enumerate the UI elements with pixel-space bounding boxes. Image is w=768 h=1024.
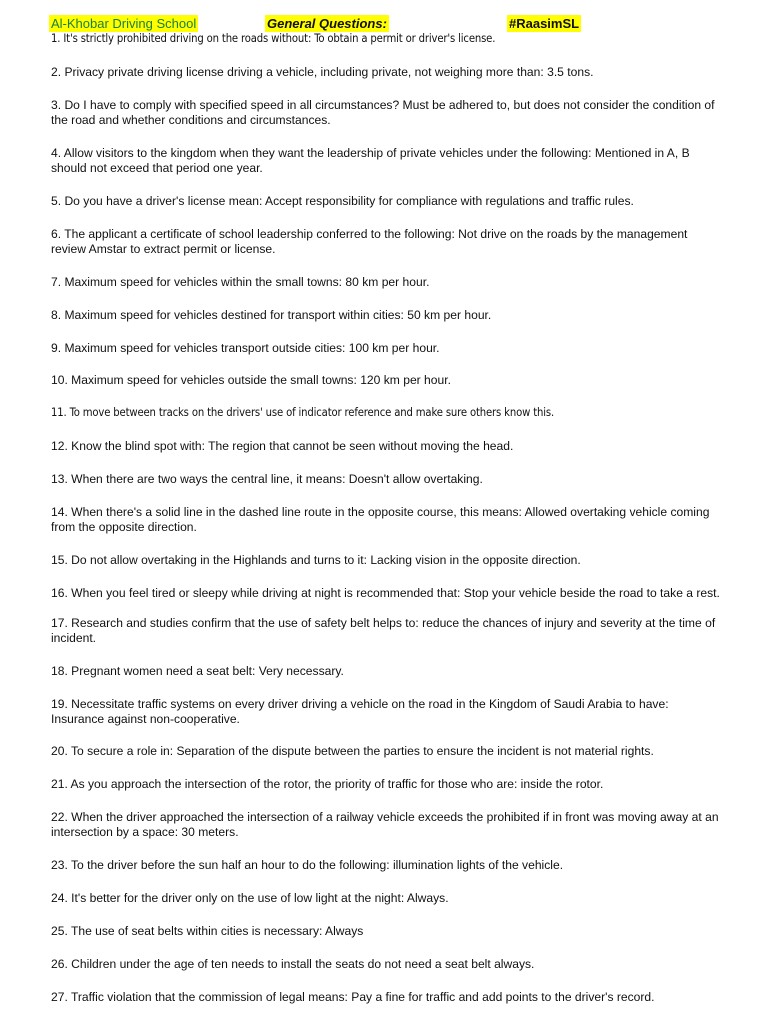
question-13: 13. When there are two ways the central line, it means: Doesn't allow overtaking. [51,472,483,486]
question-22: 22. When the driver approached the intersection of a railway vehicle exceeds the prohibited if in front was moving away at an intersection by a space: 30 meters. [51,810,719,839]
question-9: 9. Maximum speed for vehicles transport outside cities: 100 km per hour. [51,341,440,355]
question-14: 14. When there's a solid line in the dashed line route in the opposite course, this means: Allowed overtaking vehicle coming from the opposite direction. [51,505,710,534]
question-17: 17. Research and studies confirm that the use of safety belt helps to: reduce the chances of injury and severity at the time of incident. [51,616,716,645]
question-25: 25. The use of seat belts within cities is necessary: Always [51,924,364,938]
question-4: 4. Allow visitors to the kingdom when they want the leadership of private vehicles under the following: Mentioned in A, B should not exceed that period one year. [51,146,690,175]
question-6: 6. The applicant a certificate of school leadership conferred to the following: Not drive on the roads by the management review Amstar to extract permit or license. [51,227,688,256]
question-15: 15. Do not allow overtaking in the Highlands and turns to it: Lacking vision in the opposite direction. [51,553,581,567]
question-24: 24. It's better for the driver only on the use of low light at the night: Always. [51,891,449,905]
section-title: General Questions: [267,16,387,31]
question-16: 16. When you feel tired or sleepy while driving at night is recommended that: Stop your vehicle beside the road to take a rest. [51,586,720,600]
question-2: 2. Privacy private driving license driving a vehicle, including private, not weighing more than: 3.5 tons. [51,65,594,79]
question-11: 11. To move between tracks on the drivers' use of indicator reference and make sure others know this. [51,406,555,419]
question-23: 23. To the driver before the sun half an hour to do the following: illumination lights of the vehicle. [51,858,564,872]
school-name: Al-Khobar Driving School [51,16,197,31]
question-21: 21. As you approach the intersection of the rotor, the priority of traffic for those who are: inside the rotor. [51,777,604,791]
question-10: 10. Maximum speed for vehicles outside the small towns: 120 km per hour. [51,373,451,387]
question-1: 1. It's strictly prohibited driving on the roads without: To obtain a permit or driver's license. [51,32,496,45]
question-8: 8. Maximum speed for vehicles destined for transport within cities: 50 km per hour. [51,308,492,322]
question-7: 7. Maximum speed for vehicles within the small towns: 80 km per hour. [51,275,430,289]
question-19: 19. Necessitate traffic systems on every driver driving a vehicle on the road in the Kingdom of Saudi Arabia to have: Insurance against non-cooperative. [51,697,669,726]
question-27: 27. Traffic violation that the commission of legal means: Pay a fine for traffic and add points to the driver's record. [51,990,655,1004]
document-header [0,15,768,32]
question-18: 18. Pregnant women need a seat belt: Very necessary. [51,664,344,678]
question-12: 12. Know the blind spot with: The region that cannot be seen without moving the head. [51,439,514,453]
hashtag: #RaasimSL [509,16,580,31]
question-5: 5. Do you have a driver's license mean: Accept responsibility for compliance with regulations and traffic rules. [51,194,634,208]
question-26: 26. Children under the age of ten needs to install the seats do not need a seat belt always. [51,957,535,971]
question-3: 3. Do I have to comply with specified speed in all circumstances? Must be adhered to, but does not consider the condition of the road and whether conditions and circumstances. [51,98,715,127]
question-20: 20. To secure a role in: Separation of the dispute between the parties to ensure the incident is not material rights. [51,744,654,758]
